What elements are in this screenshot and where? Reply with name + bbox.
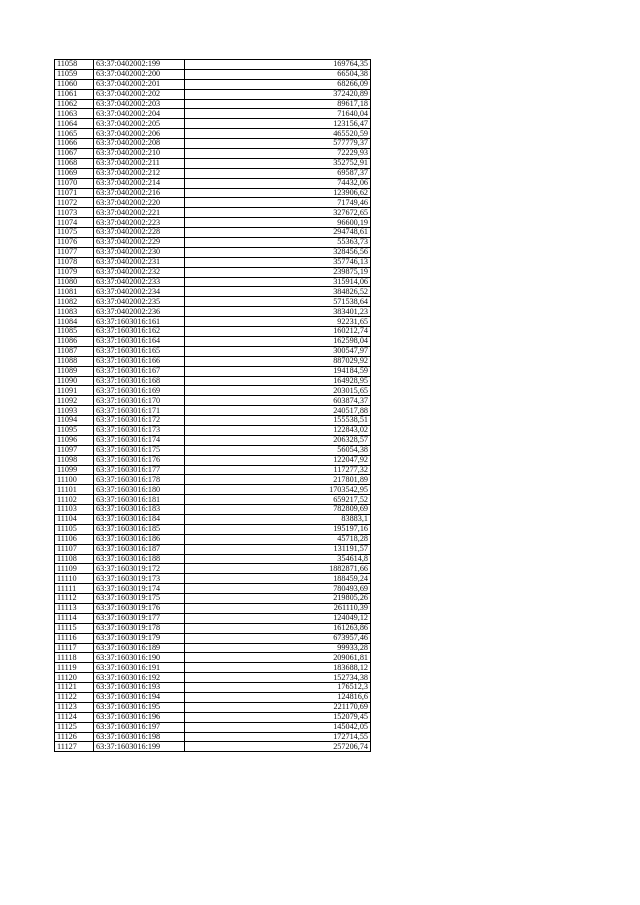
cadastral-value: 162598,04: [185, 336, 371, 346]
cadastral-number: 63:37:1603016:194: [94, 693, 185, 703]
cadastral-value: 571538,64: [185, 297, 371, 307]
table-row: [55, 109, 371, 119]
cadastral-number: 63:37:1603016:176: [94, 455, 185, 465]
row-number: 11089: [55, 366, 94, 376]
row-number: 11093: [55, 406, 94, 416]
cadastral-value: 203015,65: [185, 386, 371, 396]
cadastral-value-table: [54, 59, 371, 752]
table-row: [55, 465, 371, 475]
row-number: 11120: [55, 673, 94, 683]
row-number: 11072: [55, 198, 94, 208]
cadastral-value: 74432,06: [185, 178, 371, 188]
table-row: [55, 514, 371, 524]
table-row: [55, 663, 371, 673]
row-number: 11087: [55, 346, 94, 356]
row-number: 11074: [55, 218, 94, 228]
cadastral-value: 217801,89: [185, 475, 371, 485]
row-number: 11116: [55, 633, 94, 643]
cadastral-value: 176512,3: [185, 683, 371, 693]
table-row: [55, 238, 371, 248]
cadastral-value: 99933,28: [185, 643, 371, 653]
table-row: [55, 455, 371, 465]
row-number: 11092: [55, 396, 94, 406]
table-row: [55, 99, 371, 109]
row-number: 11118: [55, 653, 94, 663]
cadastral-number: 63:37:1603016:180: [94, 485, 185, 495]
cadastral-number: 63:37:0402002:230: [94, 247, 185, 257]
cadastral-number: 63:37:1603016:183: [94, 505, 185, 515]
row-number: 11070: [55, 178, 94, 188]
cadastral-number: 63:37:1603016:178: [94, 475, 185, 485]
row-number: 11058: [55, 60, 94, 70]
cadastral-number: 63:37:1603016:167: [94, 366, 185, 376]
cadastral-value: 188459,24: [185, 574, 371, 584]
row-number: 11084: [55, 317, 94, 327]
cadastral-number: 63:37:0402002:199: [94, 60, 185, 70]
row-number: 11110: [55, 574, 94, 584]
cadastral-number: 63:37:0402002:235: [94, 297, 185, 307]
table-row: [55, 584, 371, 594]
cadastral-number: 63:37:1603016:188: [94, 554, 185, 564]
table-row: [55, 327, 371, 337]
table-row: [55, 712, 371, 722]
cadastral-value: 89617,18: [185, 99, 371, 109]
cadastral-number: 63:37:0402002:223: [94, 218, 185, 228]
row-number: 11109: [55, 564, 94, 574]
cadastral-value: 577779,37: [185, 139, 371, 149]
cadastral-value: 122843,02: [185, 425, 371, 435]
row-number: 11098: [55, 455, 94, 465]
row-number: 11082: [55, 297, 94, 307]
cadastral-number: 63:37:0402002:229: [94, 238, 185, 248]
table-row: [55, 129, 371, 139]
cadastral-value: 66504,38: [185, 69, 371, 79]
cadastral-number: 63:37:1603016:187: [94, 544, 185, 554]
table-row: [55, 178, 371, 188]
cadastral-number: 63:37:1603019:176: [94, 603, 185, 613]
table-row: [55, 742, 371, 752]
table-row: [55, 534, 371, 544]
cadastral-value: 152079,45: [185, 712, 371, 722]
row-number: 11106: [55, 534, 94, 544]
row-number: 11100: [55, 475, 94, 485]
table-row: [55, 524, 371, 534]
cadastral-value: 68266,09: [185, 79, 371, 89]
cadastral-number: 63:37:1603016:173: [94, 425, 185, 435]
table-row: [55, 247, 371, 257]
cadastral-value: 183688,12: [185, 663, 371, 673]
cadastral-number: 63:37:1603016:186: [94, 534, 185, 544]
row-number: 11067: [55, 149, 94, 159]
cadastral-value: 239875,19: [185, 267, 371, 277]
table-row: [55, 406, 371, 416]
cadastral-value: 172714,55: [185, 732, 371, 742]
row-number: 11080: [55, 277, 94, 287]
cadastral-value: 257206,74: [185, 742, 371, 752]
table-row: [55, 505, 371, 515]
row-number: 11111: [55, 584, 94, 594]
cadastral-number: 63:37:1603016:181: [94, 495, 185, 505]
table-row: [55, 485, 371, 495]
cadastral-value: 71749,46: [185, 198, 371, 208]
cadastral-value: 56054,38: [185, 445, 371, 455]
row-number: 11069: [55, 168, 94, 178]
cadastral-number: 63:37:0402002:231: [94, 257, 185, 267]
cadastral-number: 63:37:0402002:210: [94, 149, 185, 159]
cadastral-number: 63:37:0402002:206: [94, 129, 185, 139]
cadastral-number: 63:37:1603016:166: [94, 356, 185, 366]
table-row: [55, 346, 371, 356]
cadastral-value: 209061,81: [185, 653, 371, 663]
row-number: 11123: [55, 702, 94, 712]
row-number: 11108: [55, 554, 94, 564]
cadastral-value: 300547,97: [185, 346, 371, 356]
cadastral-number: 63:37:1603016:162: [94, 327, 185, 337]
row-number: 11083: [55, 307, 94, 317]
row-number: 11071: [55, 188, 94, 198]
row-number: 11085: [55, 327, 94, 337]
table-row: [55, 445, 371, 455]
cadastral-value: 92231,65: [185, 317, 371, 327]
cadastral-value: 152734,38: [185, 673, 371, 683]
table-row: [55, 366, 371, 376]
row-number: 11059: [55, 69, 94, 79]
cadastral-number: 63:37:0402002:205: [94, 119, 185, 129]
table-row: [55, 653, 371, 663]
row-number: 11068: [55, 158, 94, 168]
row-number: 11102: [55, 495, 94, 505]
cadastral-value: 123156,47: [185, 119, 371, 129]
cadastral-value: 124049,12: [185, 613, 371, 623]
row-number: 11126: [55, 732, 94, 742]
cadastral-number: 63:37:0402002:212: [94, 168, 185, 178]
row-number: 11096: [55, 435, 94, 445]
table-row: [55, 613, 371, 623]
cadastral-number: 63:37:1603016:170: [94, 396, 185, 406]
row-number: 11065: [55, 129, 94, 139]
table-row: [55, 267, 371, 277]
cadastral-number: 63:37:1603016:191: [94, 663, 185, 673]
table-row: [55, 495, 371, 505]
row-number: 11112: [55, 594, 94, 604]
row-number: 11077: [55, 247, 94, 257]
cadastral-value: 71640,04: [185, 109, 371, 119]
cadastral-number: 63:37:0402002:211: [94, 158, 185, 168]
cadastral-value: 123906,62: [185, 188, 371, 198]
cadastral-value: 1882871,66: [185, 564, 371, 574]
cadastral-value: 160212,74: [185, 327, 371, 337]
cadastral-number: 63:37:1603016:171: [94, 406, 185, 416]
table-row: [55, 336, 371, 346]
table-row: [55, 297, 371, 307]
cadastral-number: 63:37:0402002:220: [94, 198, 185, 208]
cadastral-value: 145042,05: [185, 722, 371, 732]
cadastral-number: 63:37:1603016:192: [94, 673, 185, 683]
cadastral-value: 465520,59: [185, 129, 371, 139]
cadastral-value: 194184,59: [185, 366, 371, 376]
row-number: 11121: [55, 683, 94, 693]
row-number: 11122: [55, 693, 94, 703]
cadastral-value: 327672,65: [185, 208, 371, 218]
row-number: 11125: [55, 722, 94, 732]
cadastral-value: 357746,13: [185, 257, 371, 267]
cadastral-number: 63:37:1603016:177: [94, 465, 185, 475]
cadastral-number: 63:37:0402002:216: [94, 188, 185, 198]
table-row: [55, 623, 371, 633]
cadastral-number: 63:37:0402002:208: [94, 139, 185, 149]
cadastral-number: 63:37:0402002:201: [94, 79, 185, 89]
table-row: [55, 693, 371, 703]
cadastral-value: 169764,35: [185, 60, 371, 70]
table-row: [55, 603, 371, 613]
row-number: 11061: [55, 89, 94, 99]
cadastral-value: 69587,37: [185, 168, 371, 178]
row-number: 11105: [55, 524, 94, 534]
cadastral-value: 155538,51: [185, 416, 371, 426]
table-row: [55, 307, 371, 317]
table-row: [55, 594, 371, 604]
row-number: 11079: [55, 267, 94, 277]
cadastral-number: 63:37:1603016:168: [94, 376, 185, 386]
cadastral-value: 131191,57: [185, 544, 371, 554]
row-number: 11090: [55, 376, 94, 386]
cadastral-number: 63:37:0402002:228: [94, 228, 185, 238]
cadastral-number: 63:37:1603016:198: [94, 732, 185, 742]
table-row: [55, 633, 371, 643]
cadastral-number: 63:37:1603016:184: [94, 514, 185, 524]
cadastral-number: 63:37:1603016:172: [94, 416, 185, 426]
table-row: [55, 188, 371, 198]
table-row: [55, 544, 371, 554]
table-row: [55, 158, 371, 168]
cadastral-number: 63:37:0402002:232: [94, 267, 185, 277]
cadastral-value: 372420,89: [185, 89, 371, 99]
table-row: [55, 198, 371, 208]
row-number: 11064: [55, 119, 94, 129]
row-number: 11114: [55, 613, 94, 623]
cadastral-value: 240517,88: [185, 406, 371, 416]
cadastral-number: 63:37:1603016:164: [94, 336, 185, 346]
cadastral-value: 124816,6: [185, 693, 371, 703]
row-number: 11097: [55, 445, 94, 455]
cadastral-number: 63:37:1603016:190: [94, 653, 185, 663]
cadastral-number: 63:37:0402002:200: [94, 69, 185, 79]
table-row: [55, 425, 371, 435]
table-row: [55, 386, 371, 396]
cadastral-number: 63:37:0402002:214: [94, 178, 185, 188]
cadastral-value: 221170,69: [185, 702, 371, 712]
cadastral-number: 63:37:1603019:173: [94, 574, 185, 584]
cadastral-value: 219805,26: [185, 594, 371, 604]
cadastral-number: 63:37:1603016:174: [94, 435, 185, 445]
row-number: 11127: [55, 742, 94, 752]
cadastral-number: 63:37:1603019:179: [94, 633, 185, 643]
row-number: 11119: [55, 663, 94, 673]
row-number: 11062: [55, 99, 94, 109]
cadastral-value: 603874,37: [185, 396, 371, 406]
cadastral-value: 164928,95: [185, 376, 371, 386]
cadastral-value: 55363,73: [185, 238, 371, 248]
cadastral-number: 63:37:1603016:165: [94, 346, 185, 356]
row-number: 11107: [55, 544, 94, 554]
table-row: [55, 287, 371, 297]
table-row: [55, 277, 371, 287]
cadastral-value: 195197,16: [185, 524, 371, 534]
table-row: [55, 89, 371, 99]
row-number: 11115: [55, 623, 94, 633]
cadastral-number: 63:37:1603016:169: [94, 386, 185, 396]
cadastral-value: 294748,61: [185, 228, 371, 238]
cadastral-number: 63:37:1603016:197: [94, 722, 185, 732]
table-row: [55, 139, 371, 149]
table-body: [55, 60, 371, 752]
row-number: 11078: [55, 257, 94, 267]
row-number: 11117: [55, 643, 94, 653]
table-row: [55, 396, 371, 406]
cadastral-value: 673957,46: [185, 633, 371, 643]
cadastral-value: 384826,52: [185, 287, 371, 297]
row-number: 11095: [55, 425, 94, 435]
cadastral-number: 63:37:0402002:204: [94, 109, 185, 119]
table-row: [55, 60, 371, 70]
row-number: 11066: [55, 139, 94, 149]
table-row: [55, 69, 371, 79]
table-row: [55, 119, 371, 129]
table-row: [55, 149, 371, 159]
cadastral-number: 63:37:1603016:175: [94, 445, 185, 455]
table-row: [55, 683, 371, 693]
cadastral-number: 63:37:1603019:177: [94, 613, 185, 623]
row-number: 11113: [55, 603, 94, 613]
cadastral-value: 96600,19: [185, 218, 371, 228]
cadastral-value: 780493,69: [185, 584, 371, 594]
row-number: 11101: [55, 485, 94, 495]
row-number: 11088: [55, 356, 94, 366]
cadastral-value: 117277,32: [185, 465, 371, 475]
row-number: 11091: [55, 386, 94, 396]
cadastral-value: 354614,8: [185, 554, 371, 564]
row-number: 11076: [55, 238, 94, 248]
cadastral-number: 63:37:1603016:185: [94, 524, 185, 534]
cadastral-number: 63:37:1603016:189: [94, 643, 185, 653]
cadastral-value: 352752,91: [185, 158, 371, 168]
cadastral-number: 63:37:0402002:233: [94, 277, 185, 287]
table-row: [55, 356, 371, 366]
cadastral-number: 63:37:0402002:236: [94, 307, 185, 317]
table-row: [55, 722, 371, 732]
cadastral-value: 161263,86: [185, 623, 371, 633]
cadastral-number: 63:37:0402002:202: [94, 89, 185, 99]
cadastral-number: 63:37:1603019:175: [94, 594, 185, 604]
row-number: 11075: [55, 228, 94, 238]
cadastral-value: 659217,52: [185, 495, 371, 505]
row-number: 11124: [55, 712, 94, 722]
row-number: 11073: [55, 208, 94, 218]
table-row: [55, 732, 371, 742]
table-row: [55, 554, 371, 564]
cadastral-number: 63:37:1603016:195: [94, 702, 185, 712]
row-number: 11063: [55, 109, 94, 119]
table-row: [55, 564, 371, 574]
cadastral-number: 63:37:1603016:199: [94, 742, 185, 752]
table-row: [55, 79, 371, 89]
cadastral-number: 63:37:1603019:174: [94, 584, 185, 594]
cadastral-number: 63:37:0402002:234: [94, 287, 185, 297]
cadastral-number: 63:37:0402002:221: [94, 208, 185, 218]
cadastral-value: 887029,92: [185, 356, 371, 366]
table-row: [55, 228, 371, 238]
table-row: [55, 218, 371, 228]
table-row: [55, 475, 371, 485]
cadastral-value: 1703542,95: [185, 485, 371, 495]
table-row: [55, 435, 371, 445]
table-row: [55, 643, 371, 653]
row-number: 11104: [55, 514, 94, 524]
table-row: [55, 168, 371, 178]
cadastral-value: 383401,23: [185, 307, 371, 317]
row-number: 11060: [55, 79, 94, 89]
table-row: [55, 317, 371, 327]
cadastral-number: 63:37:1603019:172: [94, 564, 185, 574]
row-number: 11094: [55, 416, 94, 426]
cadastral-value: 72229,93: [185, 149, 371, 159]
cadastral-value: 45718,28: [185, 534, 371, 544]
row-number: 11103: [55, 505, 94, 515]
cadastral-number: 63:37:1603016:196: [94, 712, 185, 722]
table-row: [55, 257, 371, 267]
table-row: [55, 416, 371, 426]
row-number: 11099: [55, 465, 94, 475]
cadastral-value: 315914,06: [185, 277, 371, 287]
table-row: [55, 376, 371, 386]
cadastral-number: 63:37:0402002:203: [94, 99, 185, 109]
table-row: [55, 702, 371, 712]
cadastral-value: 122047,92: [185, 455, 371, 465]
cadastral-value: 206328,57: [185, 435, 371, 445]
row-number: 11086: [55, 336, 94, 346]
cadastral-value: 83883,1: [185, 514, 371, 524]
cadastral-number: 63:37:1603016:161: [94, 317, 185, 327]
cadastral-value: 261110,39: [185, 603, 371, 613]
table-row: [55, 574, 371, 584]
table-row: [55, 208, 371, 218]
cadastral-value: 782809,69: [185, 505, 371, 515]
cadastral-value: 328456,56: [185, 247, 371, 257]
table-row: [55, 673, 371, 683]
cadastral-number: 63:37:1603019:178: [94, 623, 185, 633]
cadastral-number: 63:37:1603016:193: [94, 683, 185, 693]
row-number: 11081: [55, 287, 94, 297]
